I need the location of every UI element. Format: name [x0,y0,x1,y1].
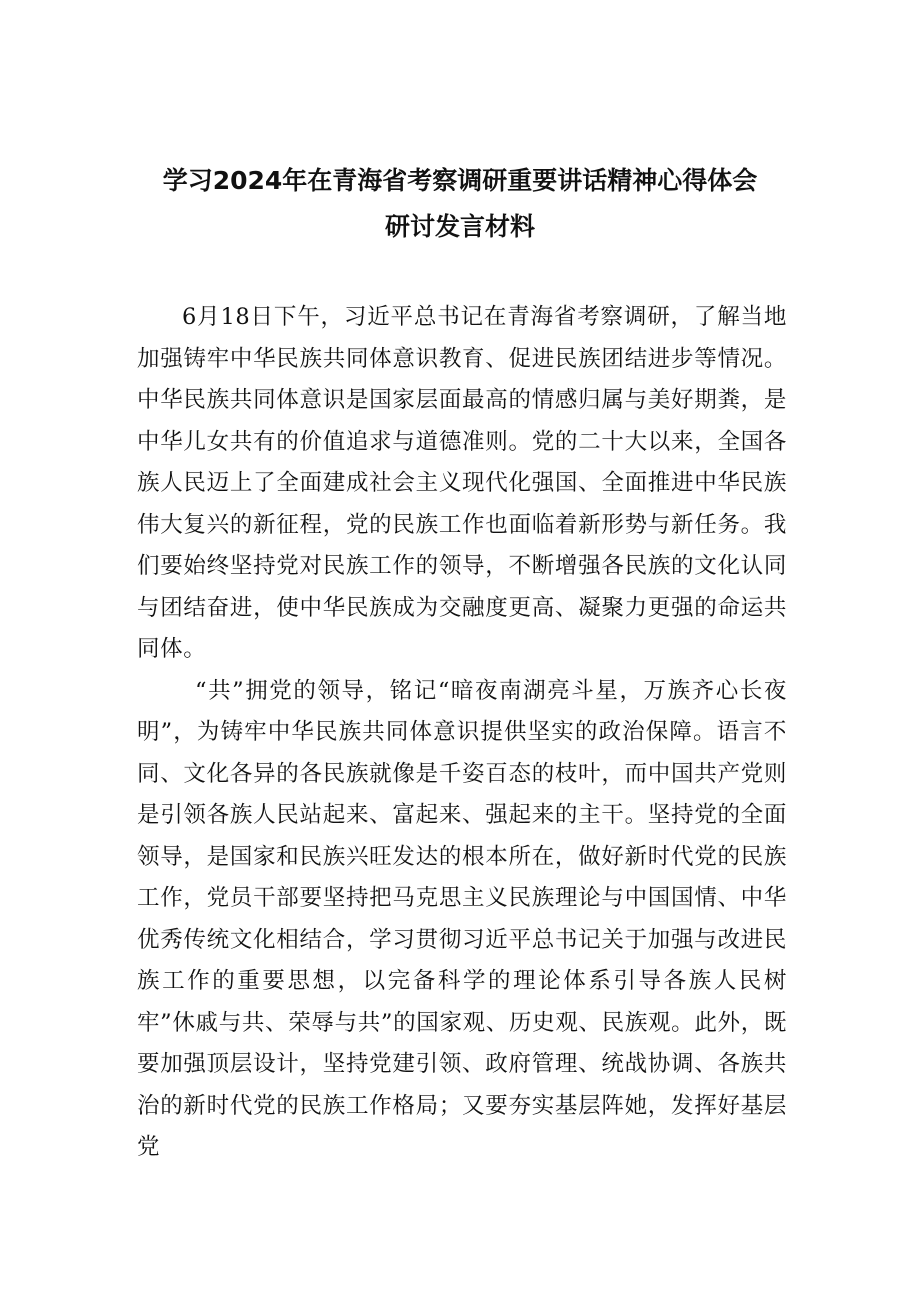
document-title: 学习2024年在青海省考察调研重要讲话精神心得体会 [162,166,758,195]
document-body [137,297,787,1169]
document-subtitle: 研讨发言材料 [384,212,535,241]
paragraph-2: “共”拥党的领导，铭记“暗夜南湖亮斗星，万族齐心长夜明”，为铸牢中华民族共同体意识提供坚实的政治保障。语言不同、文化各异的各民族就像是千姿百态的枝叶，而中国共产党则是引领各族人民站起来、富起来、强起来的主干。坚持党的全面领导，是国家和民族兴旺发达的根本所在，做好新时代党的民族工作，党员干部要坚持把马克思主义民族理论与中国国情、中华优秀传统文化相结合，学习贯彻习近平总书记关于加强与改进民族工作的重要思想，以完备科学的理论体系引导各族人民树牢”休戚与共、荣辱与共”的国家观、历史观、民族观。此外，既要加强顶层设计，坚持党建引领、政府管理、统战协调、各族共治的新时代党的民族工作格局；又要夯实基层阵她，发挥好基层党 [137,677,787,1160]
paragraph-1: 6月18日下午，习近平总书记在青海省考察调研，了解当地加强铸牢中华民族共同体意识教育、促进民族团结进步等情况。中华民族共同体意识是国家层面最高的情感归属与美好期粪，是中华儿女共有的价值追求与道德准则。党的二十大以来，全国各族人民迈上了全面建成社会主义现代化强国、全面推进中华民族伟大复兴的新征程，党的民族工作也面临着新形势与新任务。我们要始终坚持党对民族工作的领导，不断增强各民族的文化认同与团结奋进，使中华民族成为交融度更高、凝聚力更强的命运共同体。 [137,304,787,662]
